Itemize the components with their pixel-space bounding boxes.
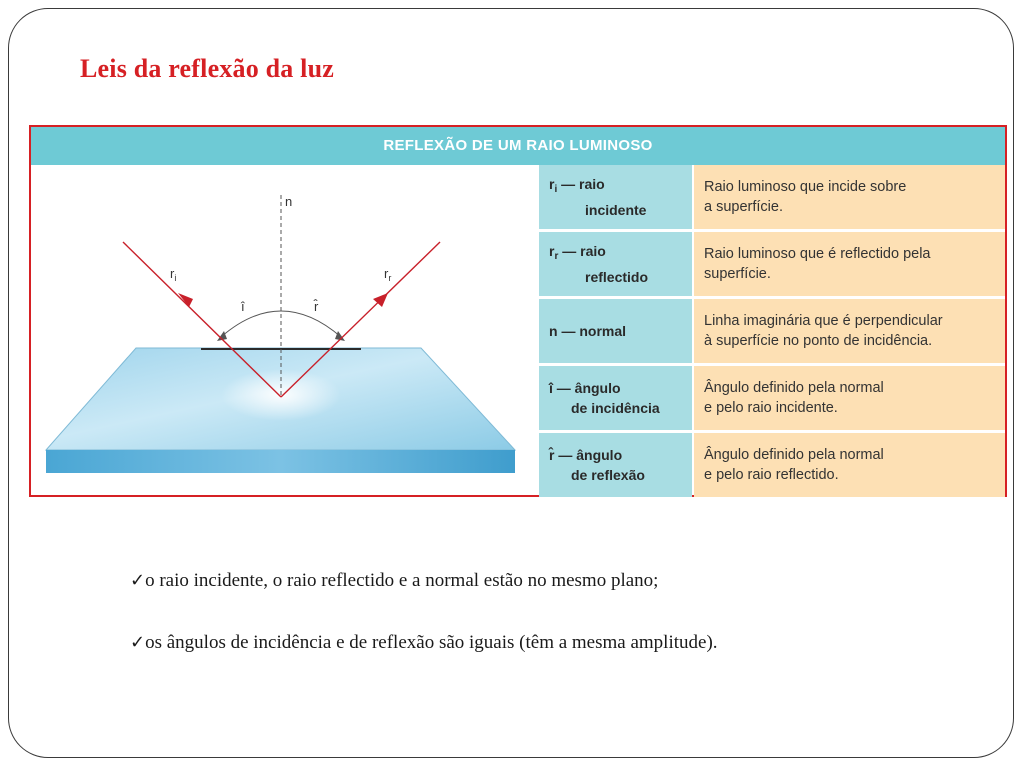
legend-description: Ângulo definido pela normal e pelo raio incidente. [704, 380, 884, 416]
reflected-ray-label: $r_r$ [384, 266, 392, 283]
legend-term: $r_r$ — raio reflectido [549, 243, 649, 285]
reflection-figure [29, 125, 1007, 497]
legend-row-reflected-ray [539, 232, 1005, 299]
legend-term: î — ângulo de incidência [549, 380, 660, 416]
law-text: o raio incidente, o raio reflectido e a normal estão no mesmo plano; [145, 570, 659, 591]
legend-description-cell [694, 299, 1005, 363]
legend-row-incident-ray [539, 165, 1005, 232]
glass-front-face [46, 450, 515, 473]
legend-description: Raio luminoso que incide sobre a superfície. [704, 179, 907, 215]
reflection-diagram [31, 165, 539, 495]
legend-description: Linha imaginária que é perpendicular à superfície no ponto de incidência. [704, 313, 943, 349]
legend-term-cell [539, 433, 692, 497]
figure-banner: REFLEXÃO DE UM RAIO LUMINOSO [31, 127, 1005, 165]
reflection-angle-label: r̂ [314, 299, 319, 314]
legend-table [539, 165, 1005, 495]
law-text: os ângulos de incidência e de reflexão são iguais (têm a mesma amplitude). [145, 632, 718, 653]
legend-description-cell [694, 433, 1005, 497]
legend-description: Raio luminoso que é reflectido pela superfície. [704, 246, 931, 282]
legend-row-reflection-angle [539, 433, 1005, 500]
legend-term-cell [539, 366, 692, 430]
legend-description-cell [694, 366, 1005, 430]
law-item [130, 632, 718, 654]
incident-ray-label: $r_i$ [170, 266, 177, 283]
legend-row-normal [539, 299, 1005, 366]
reflection-diagram-svg [31, 165, 539, 495]
legend-term: r̂ — ângulo de reflexão [549, 447, 645, 483]
legend-term: $r_i$ — raio incidente [549, 176, 647, 218]
incident-ray-arrowhead [178, 293, 193, 307]
legend-term-cell [539, 299, 692, 363]
legend-row-incidence-angle [539, 366, 1005, 433]
incidence-angle-label: î [241, 299, 245, 314]
legend-term-cell [539, 165, 692, 229]
legend-term: n — normal [549, 323, 627, 339]
law-item [130, 570, 658, 592]
checkmark-icon: ✓ [130, 570, 146, 591]
legend-description-cell [694, 165, 1005, 229]
page-title: Leis da reflexão da luz [80, 54, 334, 83]
legend-description-cell [694, 232, 1005, 296]
normal-label: n [285, 194, 293, 209]
legend-term-cell [539, 232, 692, 296]
legend-description: Ângulo definido pela normal e pelo raio reflectido. [704, 447, 884, 483]
checkmark-icon: ✓ [130, 632, 146, 653]
